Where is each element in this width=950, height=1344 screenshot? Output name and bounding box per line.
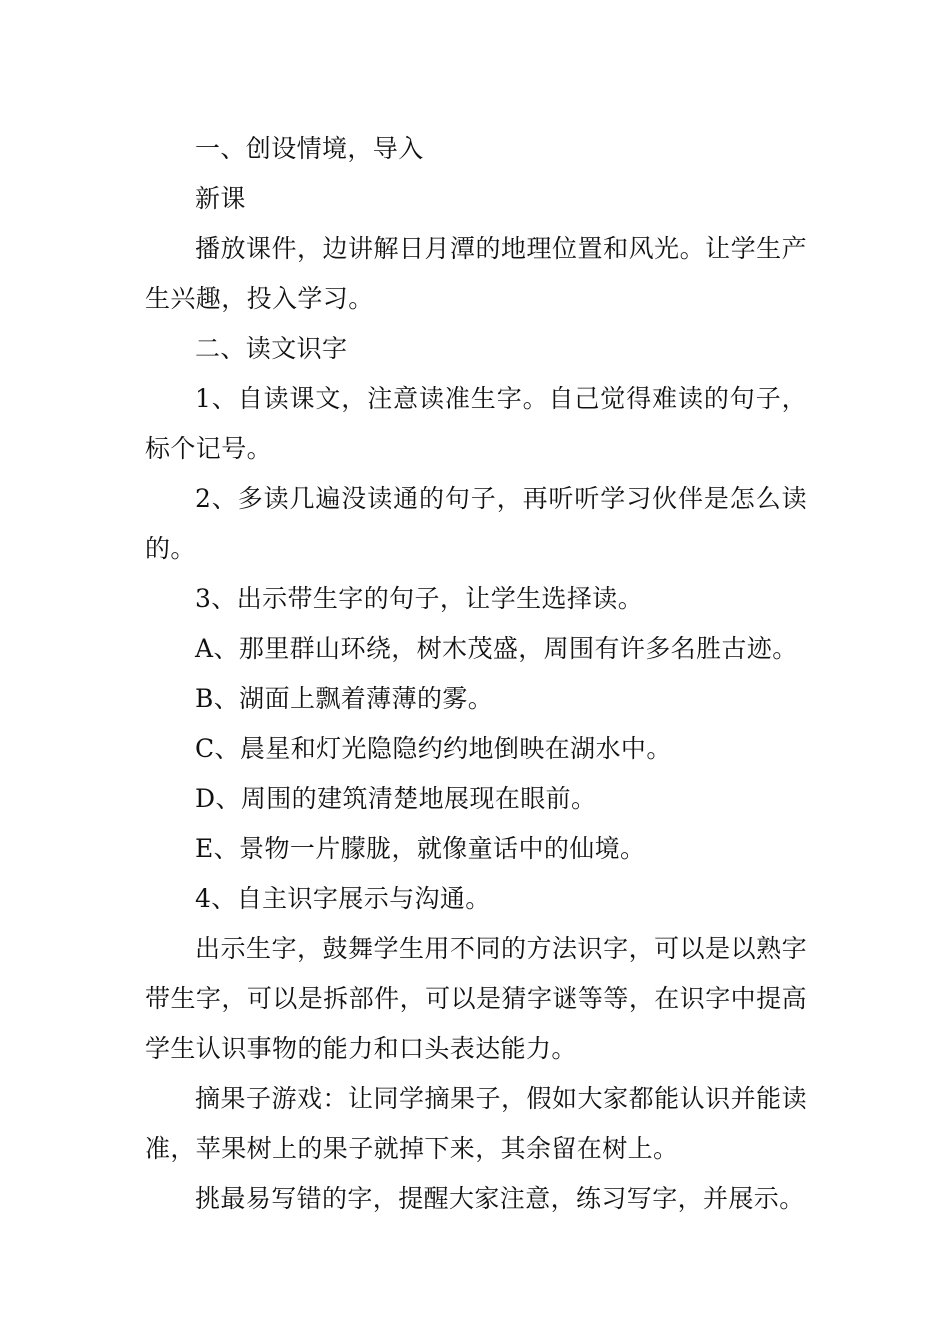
step-1: 1、自读课文，注意读准生字。自己觉得难读的句子，标个记号。 <box>145 384 807 463</box>
sentence-c: C、晨星和灯光隐隐约约地倒映在湖水中。 <box>195 734 672 763</box>
heading-1: 一、创设情境，导入 <box>195 134 424 163</box>
sentence-e: E、景物一片朦胧，就像童话中的仙境。 <box>195 834 646 863</box>
paragraph-fruit-game: 摘果子游戏：让同学摘果子，假如大家都能认识并能读准，苹果树上的果子就掉下来，其余留在树上。 <box>145 1084 807 1163</box>
sentence-d: D、周围的建筑清楚地展现在眼前。 <box>195 784 597 813</box>
paragraph-writing-practice: 挑最易写错的字，提醒大家注意，练习写字，并展示。 <box>195 1184 805 1213</box>
paragraph-show-characters: 出示生字，鼓舞学生用不同的方法识字，可以是以熟字带生字，可以是拆部件，可以是猜字谜等等，在识字中提高学生认识事物的能力和口头表达能力。 <box>145 934 807 1063</box>
step-2: 2、多读几遍没读通的句子，再听听学习伙伴是怎么读的。 <box>145 484 807 563</box>
paragraph-intro: 播放课件，边讲解日月潭的地理位置和风光。让学生产生兴趣，投入学习。 <box>145 234 807 313</box>
sentence-b: B、湖面上飘着薄薄的雾。 <box>195 684 494 713</box>
sentence-a: A、那里群山环绕，树木茂盛，周围有许多名胜古迹。 <box>195 634 798 663</box>
step-4: 4、自主识字展示与沟通。 <box>195 884 491 913</box>
step-3: 3、出示带生字的句子，让学生选择读。 <box>195 584 644 613</box>
heading-2: 二、读文识字 <box>195 334 348 363</box>
heading-1-continued: 新课 <box>195 184 246 213</box>
